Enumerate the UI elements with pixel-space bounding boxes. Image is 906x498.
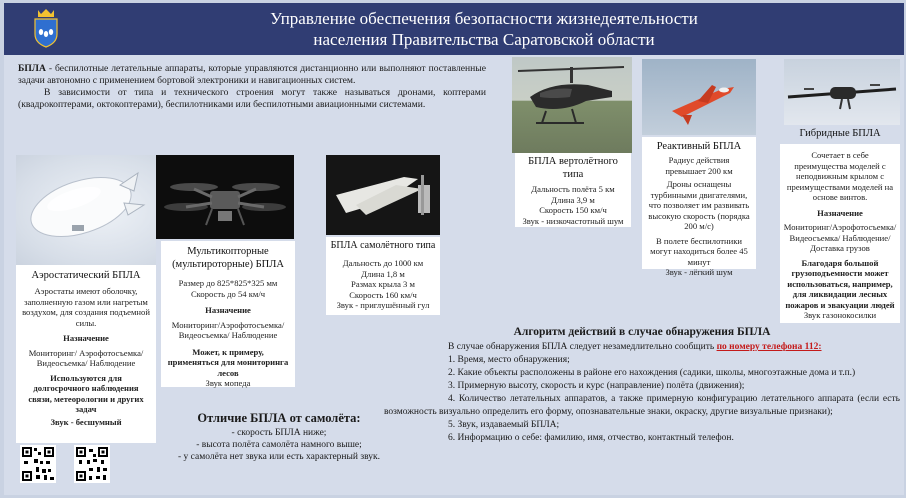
jet-radius: Радиус действия превышает 200 км xyxy=(665,155,733,176)
difference-title: Отличие БПЛА от самолёта: xyxy=(197,411,361,425)
title-line-1: Управление обеспечения безопасности жизнедеятельности xyxy=(270,9,698,28)
aerostat-icon xyxy=(16,155,156,265)
hybrid-sound: Звук газонокосилки xyxy=(803,310,877,320)
jet-endurance: В полете беспилотники могут находиться более 45 минут xyxy=(650,235,748,267)
algorithm-item: 6. Информацию о себе: фамилию, имя, отчество, контактный телефон. xyxy=(448,433,734,443)
plane-speed: Скорость 160 км/ч xyxy=(349,289,417,300)
plane-sound: Звук - приглушённый гул xyxy=(336,300,430,310)
aerostat-photo xyxy=(16,155,156,265)
plane-title: БПЛА самолётного типа xyxy=(330,240,436,251)
jet-drone-icon xyxy=(642,59,756,135)
card-vtol xyxy=(515,153,631,227)
helicopter-drone-icon xyxy=(512,57,632,153)
jet-desc: Дроны оснащены турбинными двигателями, что позволяет им развивать высокую скорость (порядка 200 м/с) xyxy=(648,179,750,231)
algorithm-section xyxy=(384,325,900,445)
algorithm-lead-text: В случае обнаружения БПЛА следует незамедлительно сообщить xyxy=(448,342,717,352)
algorithm-title: Алгоритм действий в случае обнаружения БПЛА xyxy=(513,326,771,338)
aerostat-text-block xyxy=(16,265,156,443)
multicopter-icon xyxy=(156,155,294,239)
hybrid-usage: Благодаря большой грузоподъемности может использоваться, например, для ликвидации лесных пожаров и эвакуации людей xyxy=(785,257,895,310)
plane-wingspan: Размах крыла 3 м xyxy=(351,279,415,289)
difference-item: - скорость БПЛА ниже; xyxy=(231,428,327,438)
card-jet xyxy=(642,137,756,277)
page-title xyxy=(64,8,904,50)
poster xyxy=(4,3,904,495)
intro-term: БПЛА xyxy=(18,63,46,74)
vtol-length: Длина 3,9 м xyxy=(551,194,595,205)
title-line-2: населения Правительства Саратовской области xyxy=(313,30,655,49)
algorithm-item: 5. Звук, издаваемый БПЛА; xyxy=(448,420,560,430)
vtol-photo xyxy=(512,57,632,153)
card-multicopter xyxy=(161,241,295,387)
vtol-range: Дальность полёта 5 км xyxy=(531,184,615,194)
vtol-title: БПЛА вертолётного типа xyxy=(528,156,618,180)
multicopter-purpose-label: Назначение xyxy=(205,305,251,315)
algorithm-item: 3. Примерную высоту, скорость и курс (направление) полёта (движения); xyxy=(448,381,745,391)
multicopter-size: Размер до 825*825*325 мм xyxy=(178,278,278,288)
hybrid-title: Гибридные БПЛА xyxy=(799,128,881,139)
header-banner xyxy=(4,3,904,55)
hybrid-desc: Сочетает в себе преимущества моделей с неподвижным крылом с преимуществами моделей на основе винтов. xyxy=(786,150,894,202)
vtol-sound: Звук - низкочастотный шум xyxy=(522,215,624,226)
hybrid-purpose-label: Назначение xyxy=(817,207,863,218)
emergency-phone: по номеру телефона 112: xyxy=(716,342,822,352)
multicopter-speed: Скорость до 54 км/ч xyxy=(190,288,266,299)
intro-paragraph-1 xyxy=(18,63,486,87)
qr-code-icon xyxy=(20,445,56,483)
plane-drone-icon xyxy=(326,155,440,235)
plane-length: Длина 1,8 м xyxy=(361,268,405,279)
intro-paragraph-2: В зависимости от типа и технического строения могут также называться дронами, коптерами (квадрокоптерами, октокоптерами), беспилотниками или беспилотными авиационными системами. xyxy=(18,87,486,110)
hybrid-drone-icon xyxy=(784,59,900,125)
plane-photo xyxy=(326,155,440,235)
aerostat-purpose-label: Назначение xyxy=(63,333,109,343)
card-plane xyxy=(326,237,440,315)
algorithm-item: 1. Время, место обнаружения; xyxy=(448,355,570,365)
algorithm-item: 2. Какие объекты расположены в районе его нахождения (садики, школы, многоэтажные дома и т.п.) xyxy=(448,368,856,378)
difference-section xyxy=(170,411,388,463)
qr-code-1[interactable] xyxy=(20,445,56,483)
aerostat-sound: Звук - бесшумный xyxy=(50,416,122,427)
intro-text xyxy=(18,63,486,111)
multicopter-photo xyxy=(156,155,294,239)
coat-of-arms-icon xyxy=(32,8,60,48)
card-hybrid xyxy=(780,125,900,321)
algorithm-lead xyxy=(384,341,900,354)
jet-sound: Звук - лёгкий шум xyxy=(665,267,733,277)
hybrid-purpose: Мониторинг/Аэрофотосъемка/ Видеосъемка/ Наблюдение/ Доставка грузов xyxy=(783,222,897,253)
qr-code-2[interactable] xyxy=(74,445,110,483)
card-aerostat xyxy=(16,155,156,443)
aerostat-title: Аэростатический БПЛА xyxy=(31,270,141,281)
algorithm-item: 4. Количество летательных аппаратов, а также примерную конфигурацию летательного аппарата (если есть возможность визуально определить его форму, опознавательные знаки, окраску, другие визуальные признаки); xyxy=(384,394,900,417)
multicopter-sound: Звук мопеда xyxy=(205,378,251,388)
jet-photo xyxy=(642,59,756,135)
aerostat-usage: Используются для долгосрочного наблюдения связи, метеорологии и других задач xyxy=(28,372,144,414)
hybrid-photo xyxy=(784,59,900,125)
aerostat-purpose: Мониторинг/ Аэрофотосъемка/ Видеосъемка/ Наблюдение xyxy=(28,347,144,368)
aerostat-desc: Аэростаты имеют оболочку, заполненную газом или нагретым воздухом, для создания подъемной силы. xyxy=(22,286,150,328)
multicopter-usage: Может, к примеру, применяться для мониторинга лесов xyxy=(167,346,289,378)
jet-title: Реактивный БПЛА xyxy=(656,141,742,152)
multicopter-purpose: Мониторинг/Аэрофотосъемка/ Видеосъемка/ Наблюдение xyxy=(171,319,285,340)
plane-range: Дальность до 1000 км xyxy=(342,258,424,268)
hybrid-text-block xyxy=(780,144,900,323)
multicopter-title: Мультикопторные (мультироторные) БПЛА xyxy=(172,246,284,270)
qr-code-icon xyxy=(74,445,110,483)
intro-definition: - беспилотные летательные аппараты, которые управляются дистанционно или выполняют поставленные задачи автономно с применением бортовой электроники и навигационных систем. xyxy=(18,63,486,86)
difference-item: - у самолёта нет звука или есть характерный звук. xyxy=(177,452,381,462)
vtol-speed: Скорость 150 км/ч xyxy=(539,205,607,215)
difference-item: - высота полёта самолёта намного выше; xyxy=(196,440,362,450)
